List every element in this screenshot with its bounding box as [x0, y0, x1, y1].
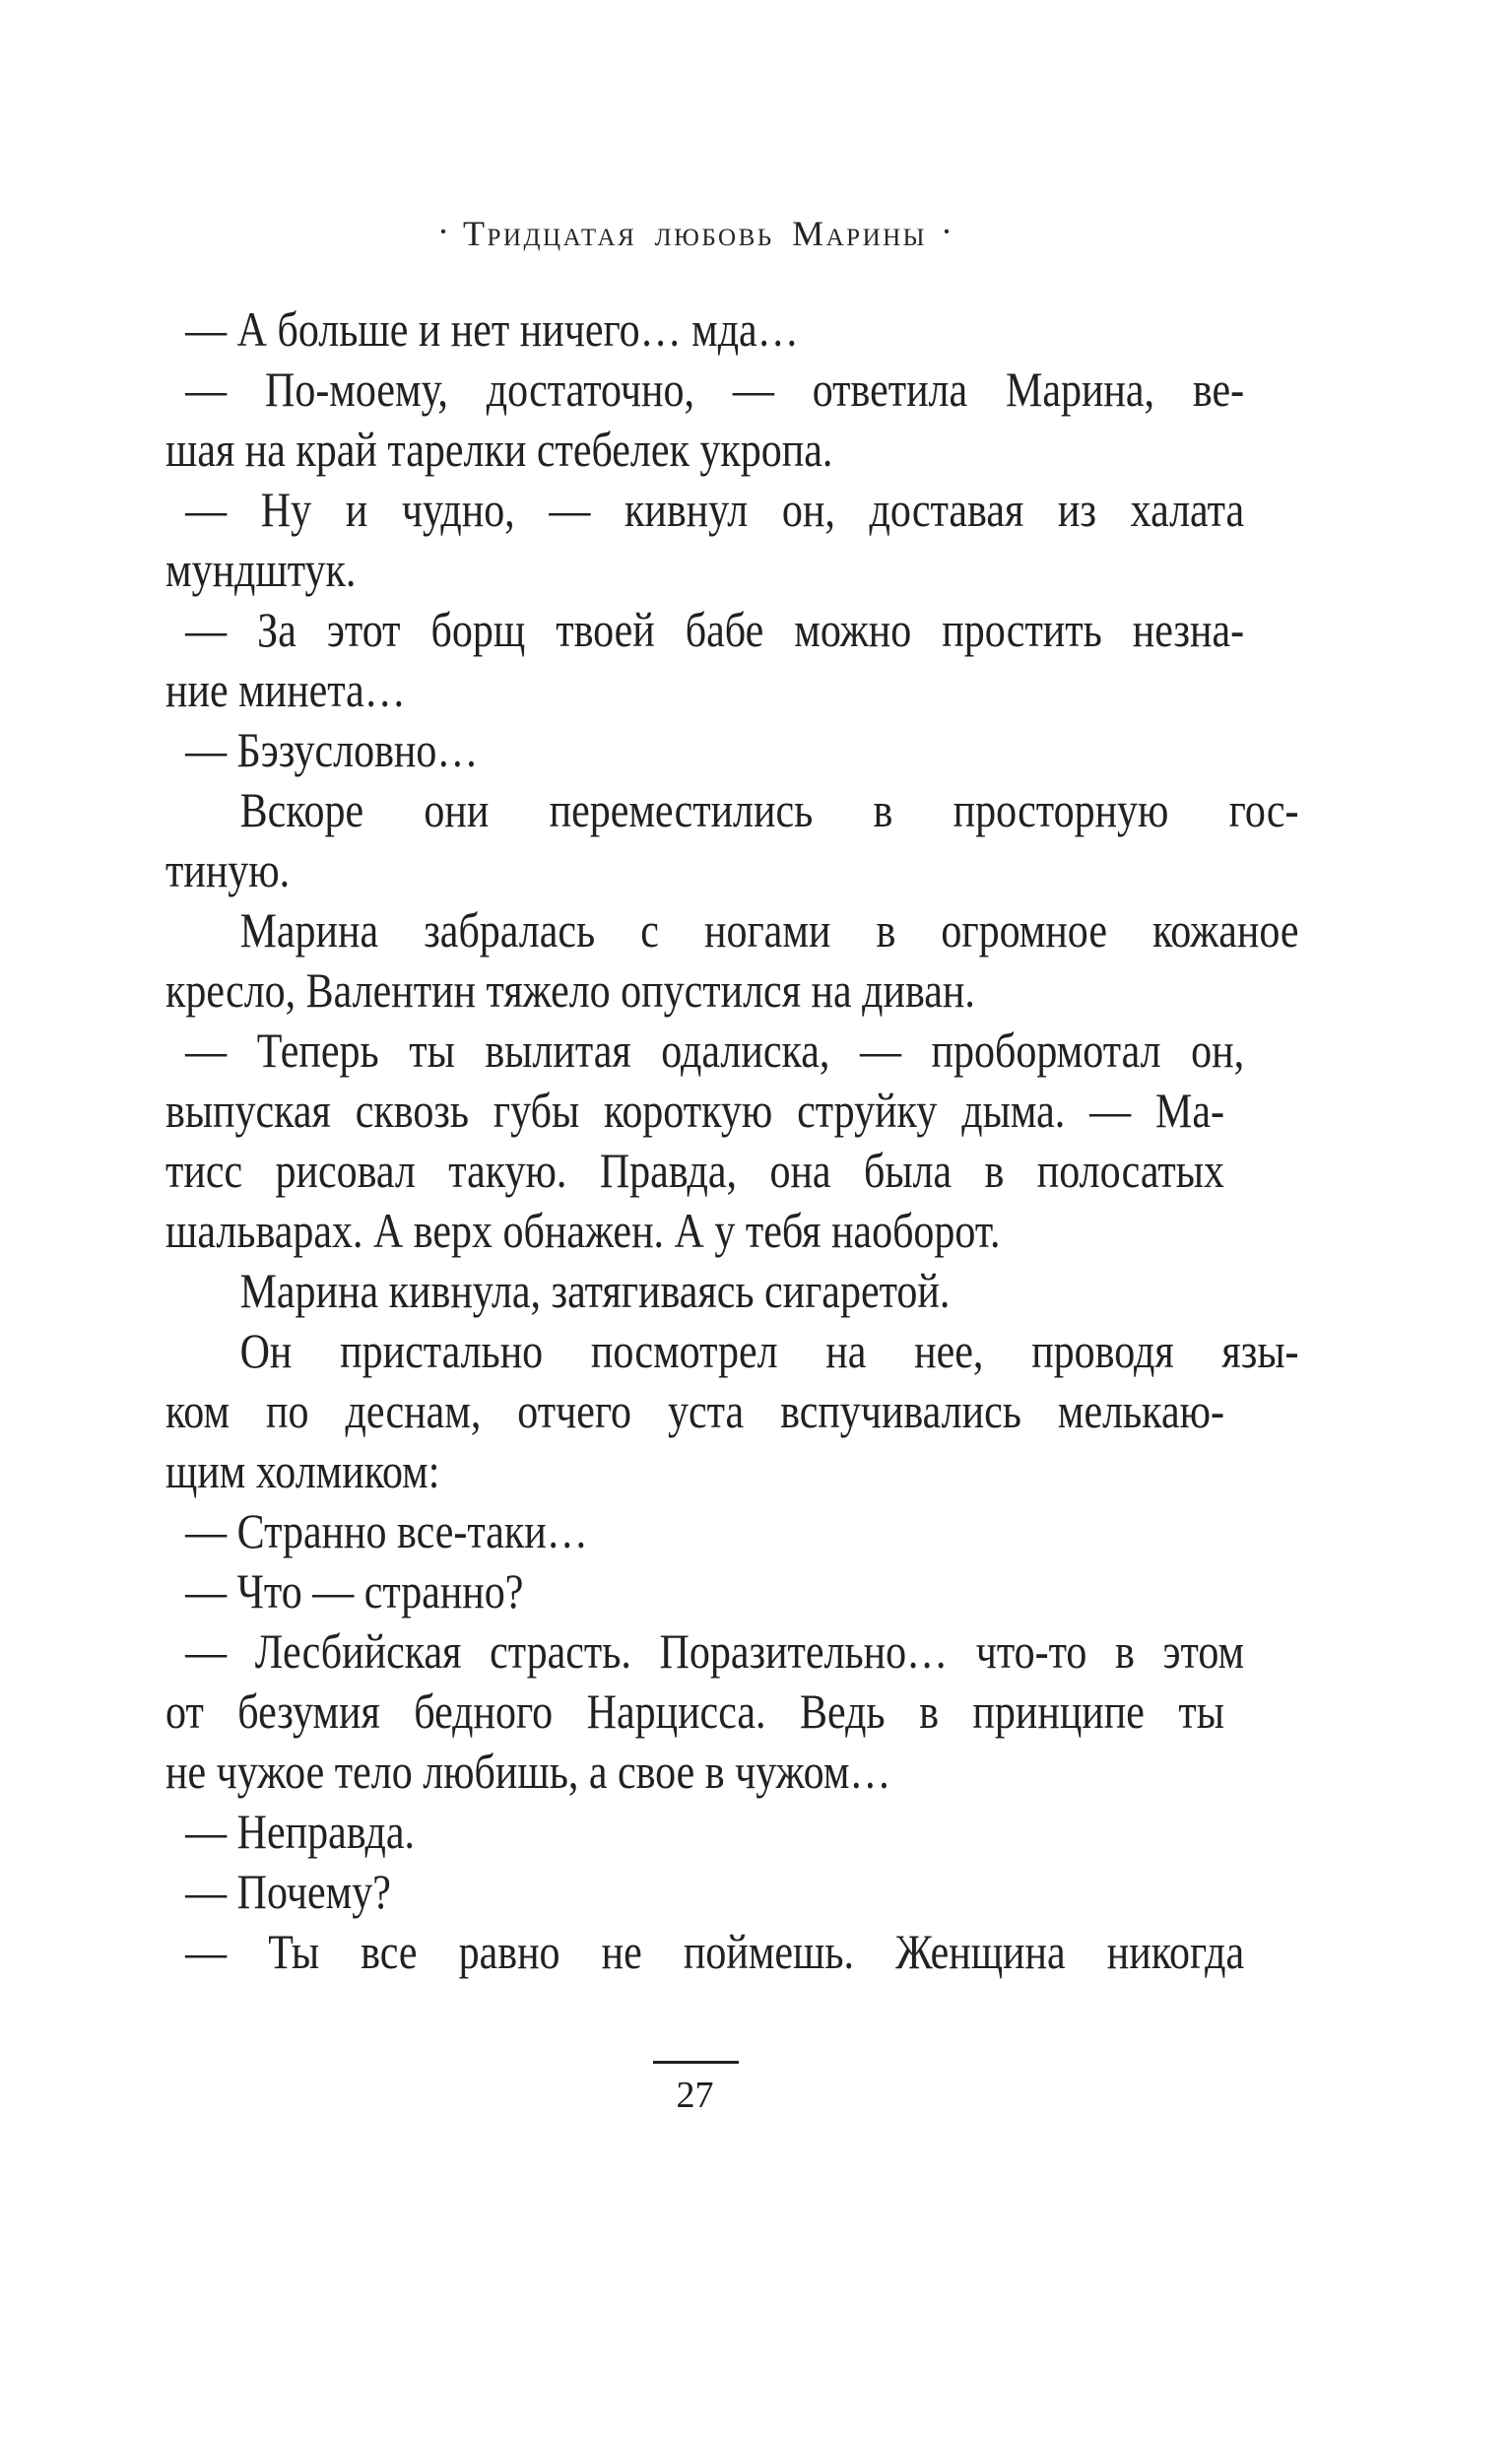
text-line: ком по деснам, отчего уста вспучивались мелькаю- [165, 1383, 1224, 1438]
paragraph [165, 900, 1299, 1021]
text-line: шая на край тарелки стебелек укропа. [165, 422, 833, 477]
text-line: — А больше и нет ничего… мда… [185, 301, 799, 357]
text-line: — Лесбийская страсть. Поразительно… что-то в этом [185, 1623, 1245, 1679]
paragraph [165, 600, 1245, 720]
paragraph [165, 1501, 1224, 1561]
paragraph [165, 360, 1245, 480]
paragraph [165, 1862, 1224, 1922]
text-line: от безумия бедного Нарцисса. Ведь в принципе ты [165, 1684, 1224, 1739]
text-line: — Бэзусловно… [185, 722, 479, 777]
text-line: ние минета… [165, 662, 406, 717]
page-number: 27 [676, 2075, 714, 2116]
paragraph [165, 480, 1245, 600]
text-line: не чужое тело любишь, а свое в чужом… [165, 1744, 891, 1799]
text-line: мундштук. [165, 542, 357, 597]
paragraph [165, 1321, 1299, 1501]
paragraph [165, 780, 1299, 900]
paragraph [165, 1021, 1245, 1261]
text-line: — Ну и чудно, — кивнул он, доставая из халата [185, 482, 1245, 537]
text-line: кресло, Валентин тяжело опустился на диван. [165, 962, 975, 1018]
text-line: — Странно все-таки… [185, 1503, 588, 1558]
text-line: — Почему? [185, 1864, 391, 1919]
paragraph [165, 1561, 1224, 1621]
text-line: — Что — странно? [185, 1563, 524, 1618]
header-dot-right: · [940, 212, 953, 251]
text-line: тиную. [165, 842, 291, 897]
text-line: Марина забралась с ногами в огромное кожаное [239, 902, 1299, 957]
paragraph [165, 1922, 1245, 1982]
text-line: шальварах. А верх обнажен. А у тебя наоборот. [165, 1203, 1001, 1258]
paragraph [165, 299, 1224, 360]
text-line: — Неправда. [185, 1804, 415, 1859]
text-line: — По-моему, достаточно, — ответила Марина, ве- [185, 362, 1245, 417]
text-line: Вскоре они переместились в просторную гос- [239, 782, 1299, 837]
header-dot-left: · [437, 212, 450, 251]
text-line: — Ты все равно не поймешь. Женщина никогда [185, 1924, 1245, 1979]
text-line: Марина кивнула, затягиваясь сигаретой. [239, 1263, 951, 1318]
text-line: — За этот борщ твоей бабе можно простить незна- [185, 602, 1245, 657]
text-line: выпуская сквозь губы короткую струйку дыма. — Ма- [165, 1083, 1224, 1138]
text-line: щим холмиком: [165, 1443, 440, 1498]
running-header [165, 211, 1224, 256]
paragraph [165, 1802, 1224, 1862]
text-block [165, 299, 1299, 1982]
text-line: — Теперь ты вылитая одалиска, — пробормотал он, [185, 1023, 1245, 1078]
text-line: тисс рисовал такую. Правда, она была в полосатых [165, 1143, 1224, 1198]
text-line: Он пристально посмотрел на нее, проводя язы- [239, 1323, 1299, 1378]
paragraph [165, 1261, 1224, 1321]
paragraph [165, 720, 1224, 780]
footer-rule [653, 2061, 739, 2064]
chapter-title: Тридцатая любовь Марины [463, 214, 927, 253]
paragraph [165, 1621, 1245, 1802]
